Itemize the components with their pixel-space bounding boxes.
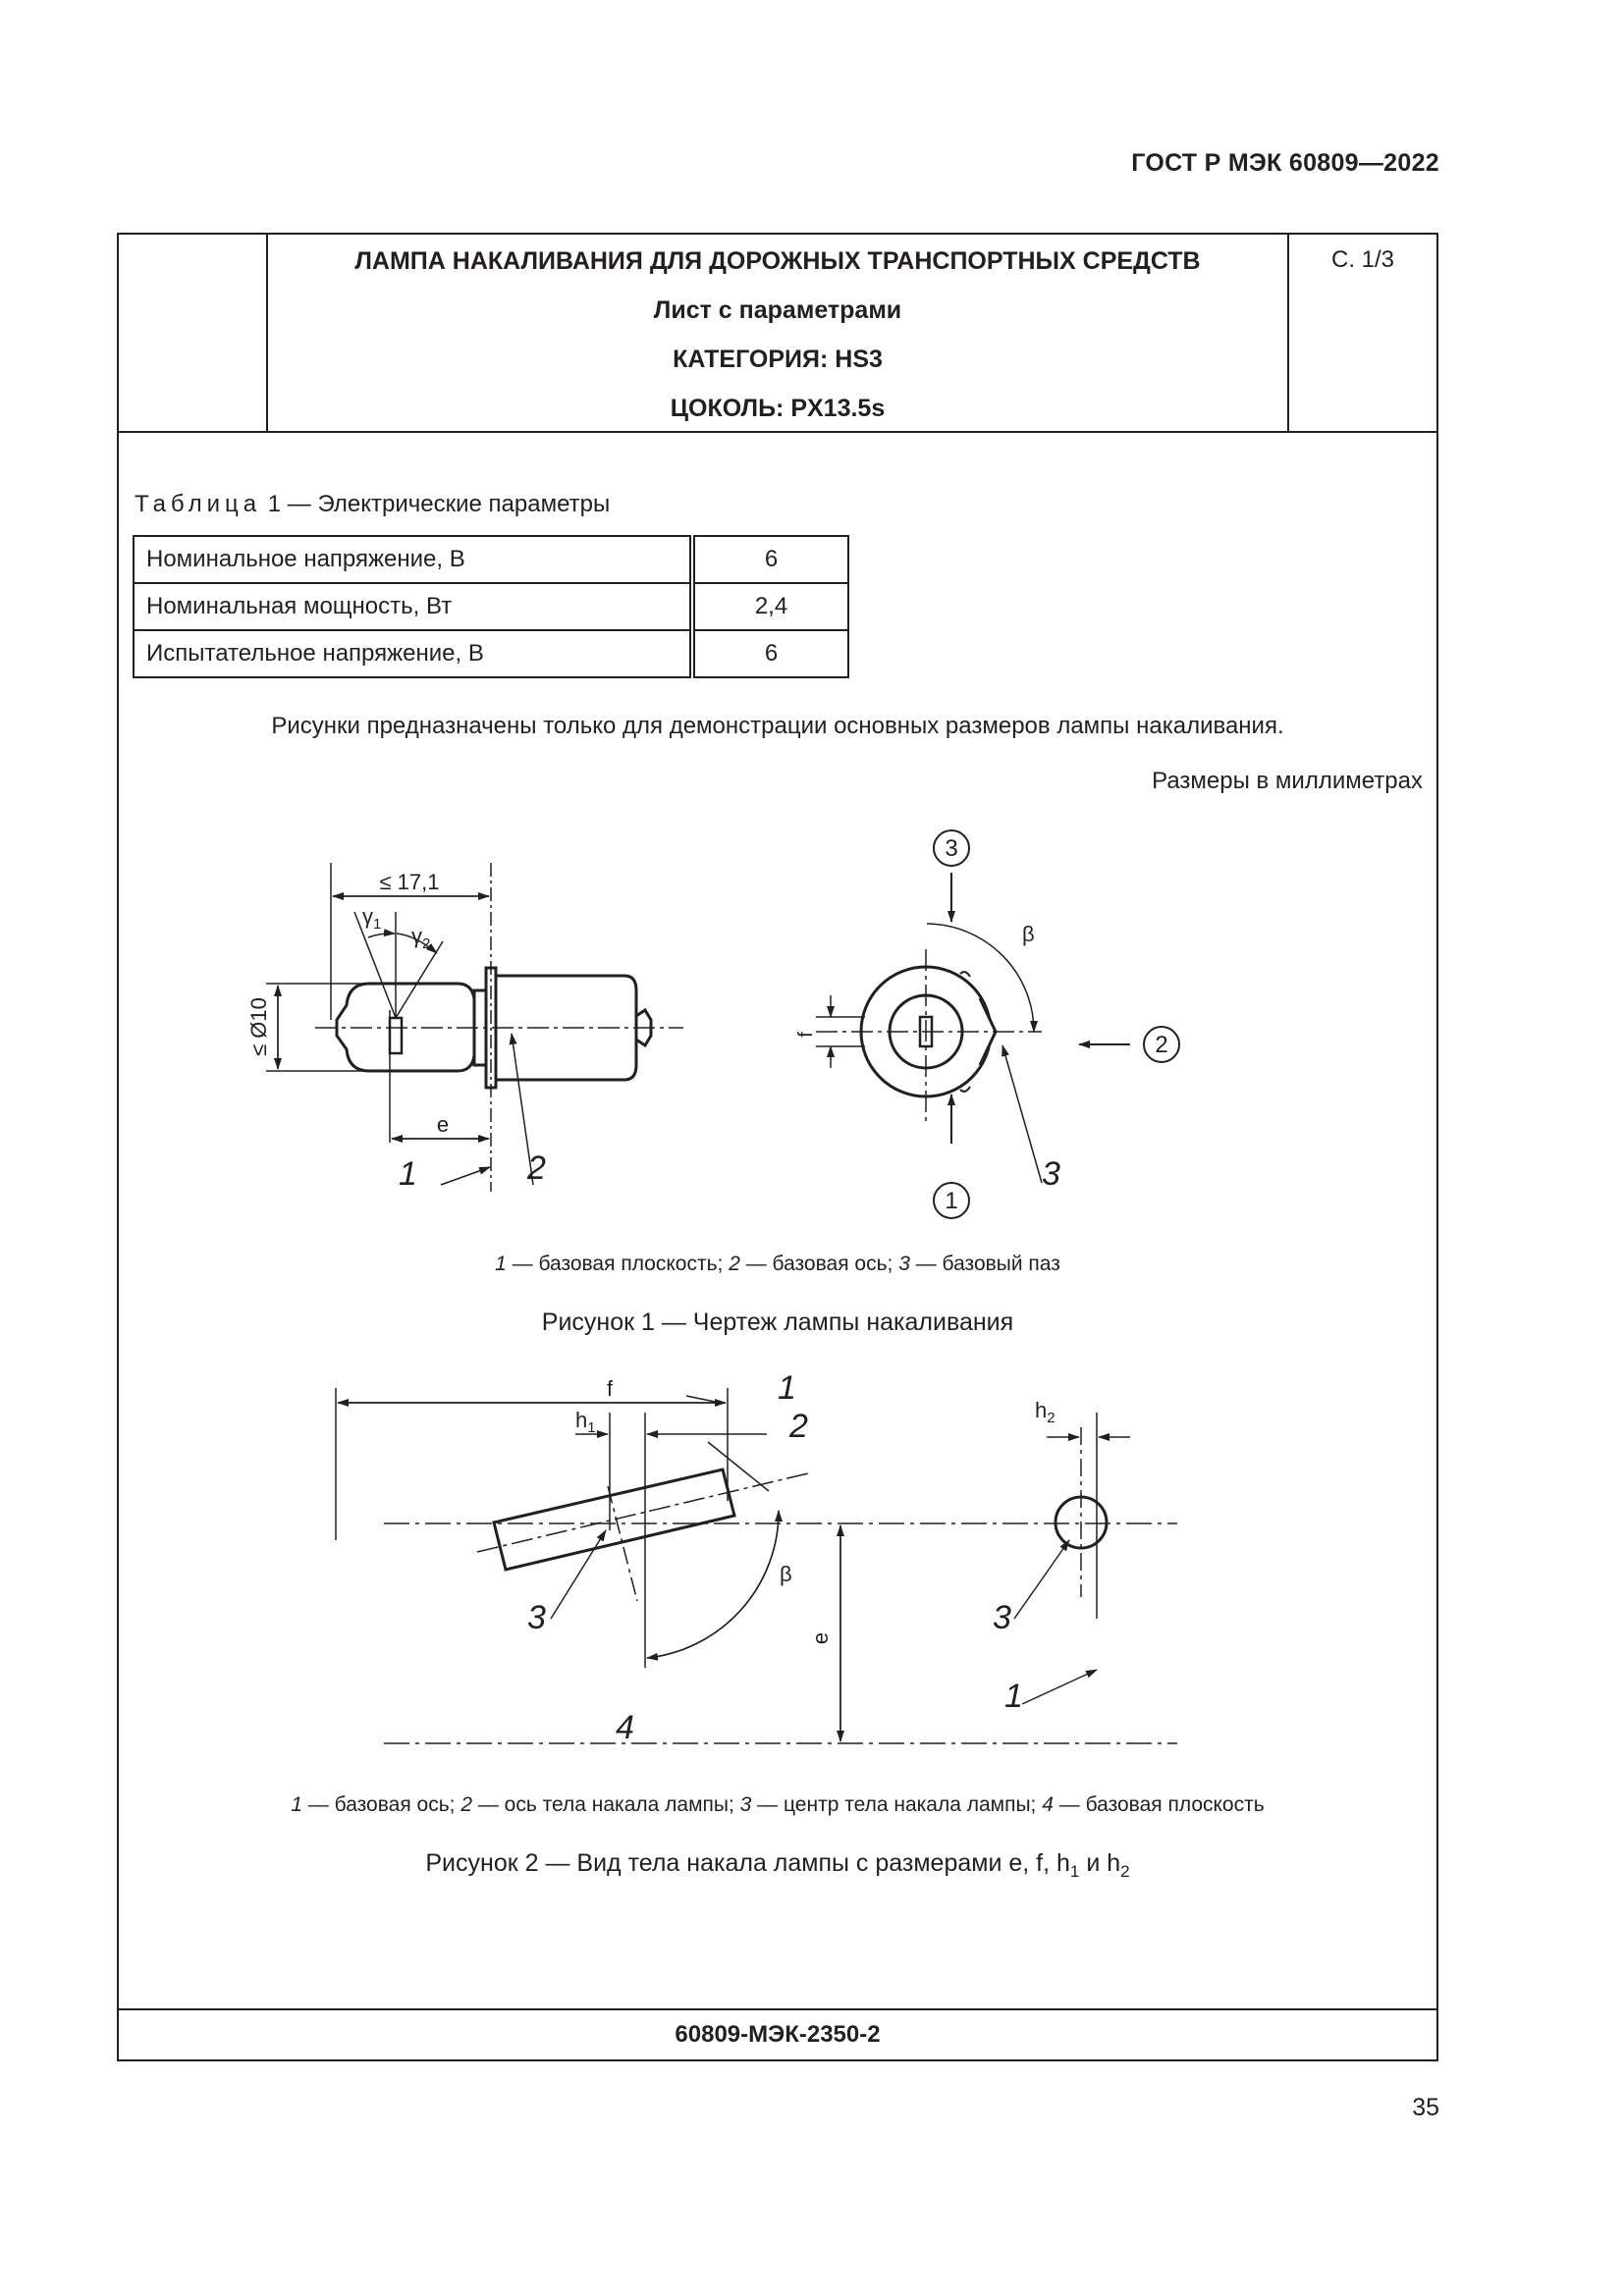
filament-end-view — [1014, 1413, 1130, 1704]
dim-length-label: ≤ 17,1 — [379, 870, 440, 894]
legend-number: 2 — [729, 1253, 740, 1275]
dim-f-label: f — [795, 1032, 817, 1038]
sheet-number: С. 1/3 — [1330, 246, 1395, 273]
figure1-title: Рисунок 1 — Чертеж лампы накаливания — [541, 1308, 1014, 1336]
fig2-dim-f-label: f — [606, 1376, 614, 1401]
legend-number: 2 — [460, 1793, 473, 1816]
fig1-label-3: 3 — [1042, 1155, 1060, 1193]
legend-number: 3 — [739, 1793, 752, 1816]
legend-text: — центр тела накала лампы; — [751, 1793, 1043, 1816]
param-name: Испытательное напряжение, В — [134, 630, 692, 677]
param-name: Номинальное напряжение, В — [134, 536, 692, 583]
param-name: Номинальная мощность, Вт — [134, 583, 692, 630]
table-caption-text: 1 — Электрические параметры — [267, 491, 611, 517]
header-subtitle: Лист с параметрами — [653, 296, 902, 324]
fig2-beta-label: β — [780, 1562, 792, 1586]
units-note: Размеры в миллиметрах — [1152, 768, 1423, 794]
standard-code: ГОСТ Р МЭК 60809—2022 — [1131, 149, 1439, 177]
fig2-label-3: 3 — [527, 1599, 546, 1636]
gamma2-label — [411, 924, 430, 952]
gamma1-subscript: 1 — [373, 916, 382, 933]
fig2-dim-h2-label — [1035, 1398, 1056, 1426]
h2-subscript: 2 — [1047, 1410, 1056, 1426]
view-2-marker: 2 — [1155, 1032, 1168, 1058]
h2-symbol: h — [1035, 1398, 1048, 1422]
param-value: 6 — [692, 536, 848, 583]
gamma1-label — [362, 904, 381, 933]
fig2-dim-h1-label — [575, 1408, 596, 1436]
figure2-title-sub2: 2 — [1120, 1862, 1130, 1881]
fig2-dim-e-label: e — [808, 1631, 833, 1645]
gamma2-subscript: 2 — [422, 935, 431, 952]
dim-diameter-label: ≤ Ø10 — [246, 997, 271, 1056]
legend-text: — базовый паз — [909, 1253, 1060, 1275]
gamma1-symbol: γ — [362, 904, 373, 929]
view-1-marker: 1 — [945, 1188, 958, 1214]
fig2-end-label-3: 3 — [993, 1599, 1011, 1636]
header-category: КАТЕГОРИЯ: HS3 — [673, 346, 883, 373]
figure2-legend — [119, 1793, 1436, 1817]
header-cap: ЦОКОЛЬ: PX13.5s — [670, 395, 886, 422]
fig1-label-1: 1 — [399, 1155, 417, 1193]
dim-e-label: e — [436, 1112, 450, 1137]
lamp-side-view — [266, 863, 683, 1192]
fig2-label-2: 2 — [789, 1408, 808, 1445]
page-number: 35 — [1412, 2094, 1439, 2121]
fig2-label-4: 4 — [616, 1709, 634, 1746]
legend-text: — базовая ось; — [302, 1793, 461, 1816]
table-caption-label: Таблица — [135, 491, 262, 517]
param-value: 6 — [692, 630, 848, 677]
legend-number: 3 — [898, 1253, 910, 1275]
fig1-label-2: 2 — [527, 1149, 546, 1187]
view-3-marker: 3 — [945, 835, 958, 862]
drawing-note: Рисунки предназначены только для демонстрации основных размеров лампы накаливания. — [271, 713, 1284, 739]
figure1-legend — [119, 1253, 1436, 1276]
h1-symbol: h — [575, 1408, 588, 1432]
figure2-title-mid: и h — [1079, 1849, 1121, 1877]
figure2-title-prefix: Рисунок 2 — Вид тела накала лампы с размерами e, f, h — [425, 1849, 1070, 1877]
legend-text: — базовая ось; — [739, 1253, 899, 1275]
figure2-title — [119, 1849, 1436, 1882]
fig2-end-label-1: 1 — [1004, 1678, 1023, 1715]
figure2-title-sub1: 1 — [1069, 1862, 1080, 1881]
legend-number: 4 — [1042, 1793, 1054, 1816]
sheet-code-footer: 60809-МЭК-2350-2 — [119, 2008, 1436, 2059]
legend-text: — ось тела накала лампы; — [472, 1793, 740, 1816]
h1-subscript: 1 — [587, 1419, 596, 1436]
lamp-end-view — [816, 830, 1179, 1218]
legend-number: 1 — [495, 1253, 507, 1275]
beta-label: β — [1022, 922, 1035, 946]
fig2-label-1: 1 — [778, 1369, 796, 1407]
data-sheet-frame — [117, 233, 1438, 2061]
technical-drawings — [119, 235, 1436, 2002]
header-title: ЛАМПА НАКАЛИВАНИЯ ДЛЯ ДОРОЖНЫХ ТРАНСПОРТНЫХ СРЕДСТВ — [354, 247, 1201, 275]
legend-text: — базовая плоскость — [1053, 1793, 1265, 1816]
legend-text: — базовая плоскость; — [506, 1253, 730, 1275]
legend-number: 1 — [291, 1793, 302, 1816]
gamma2-symbol: γ — [411, 924, 422, 948]
param-value: 2,4 — [692, 583, 848, 630]
